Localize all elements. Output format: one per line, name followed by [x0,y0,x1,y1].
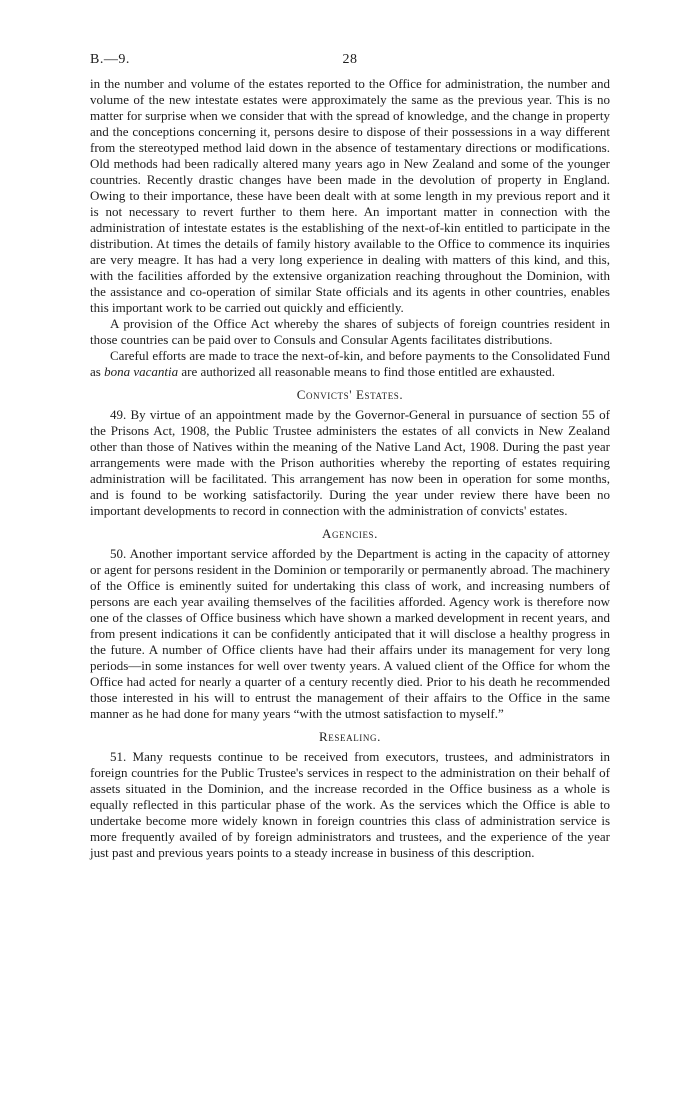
paragraph-consuls: A provision of the Office Act whereby the shares of subjects of foreign countries resident in those countries can be paid over to Consuls and Consular Agents facilitates distributions. [90,316,610,347]
page-header [90,52,610,72]
paragraph-next-of-kin [90,348,610,380]
paragraph-50: 50. Another important service afforded by the Department is acting in the capacity of attorney or agent for persons resident in the Dominion or temporarily or permanently abroad. The machinery of the Office is eminently suited for undertaking this class of work, and increasing numbers of persons are each year availing themselves of the facilities afforded. Agency work is therefore now one of the classes of Office business which have shown a marked development in recent years, and from present indications it can be confidently anticipated that it will disclose a healthy progress in the future. A number of Office clients have had their affairs under its management for very long periods—in some instances for well over twenty years. A valued client of the Office for whom the Office had acted for nearly a quarter of a century recently died. Prior to his death he recommended those interested in his will to entrust the management of their affairs to the Office in the same manner as he had done for many years “with the utmost satisfaction to myself.” [90,546,610,721]
heading-resealing: Resealing. [319,729,381,744]
page-number: 28 [342,52,358,67]
paragraph-51: 51. Many requests continue to be received from executors, trustees, and administrators in foreign countries for the Public Trustee's services in respect to the administration on their behalf of assets situated in the Dominion, and the increase recorded in the Office business as a whole is equally reflected in this particular phase of the work. As the services which the Office is able to undertake become more widely known in foreign countries this class of administration service is more frequently availed of by foreign administrators and trustees, and the experience of the year just past and previous years points to a steady increase in business of this description. [90,749,610,860]
body-text [90,76,610,861]
document-reference: B.—9. [90,52,130,67]
heading-convicts-estates: Convicts' Estates. [296,387,404,402]
paragraph-intestate-estates: in the number and volume of the estates reported to the Office for administration, the number and volume of the new intestate estates were approximately the same as the previous year. This is no matter for surprise when we consider that with the spread of knowledge, and the change in property and the conceptions concerning it, persons desire to dispose of their possessions in a way different from the stereotyped method laid down in the absence of testamentary directions or modifications. Old methods had been radically altered many years ago in New Zealand and some of the younger countries. Recently drastic changes have been made in the devolution of property in England. Owing to their importance, these have been dealt with at some length in my previous report and it is not necessary to revert further to them here. An important matter in connection with the administration of intestate estates is the establishing of the next-of-kin entitled to participate in the distribution. At times the details of family history available to the Office to commence its inquiries are very meagre. It has had a very long experience in dealing with matters of this kind, and this, with the facilities afforded by the extensive organization reaching throughout the Dominion, with the assistance and co-operation of similar State officials and its agents in other countries, enables this important work to be carried out quickly and efficiently. [90,76,610,315]
paragraph-text: are authorized all reasonable means to find those entitled are exhausted. [178,364,555,379]
latin-term: bona vacantia [104,364,179,379]
heading-agencies: Agencies. [321,526,379,541]
paragraph-text: Careful efforts are made to trace the next-of-kin, and before payments to the Consolidated Fund as [90,348,610,379]
paragraph-49: 49. By virtue of an appointment made by the Governor-General in pursuance of section 55 of the Prisons Act, 1908, the Public Trustee administers the estates of all convicts in New Zealand other than those of Natives within the meaning of the Native Land Act, 1908. During the past year arrangements were made with the Prison authorities whereby the reporting of estates requiring administration will be facilitated. This arrangement has now been in operation for some months, and is found to be working satisfactorily. During the year under review there have been no important developments to record in connection with the administration of convicts' estates. [90,407,610,518]
